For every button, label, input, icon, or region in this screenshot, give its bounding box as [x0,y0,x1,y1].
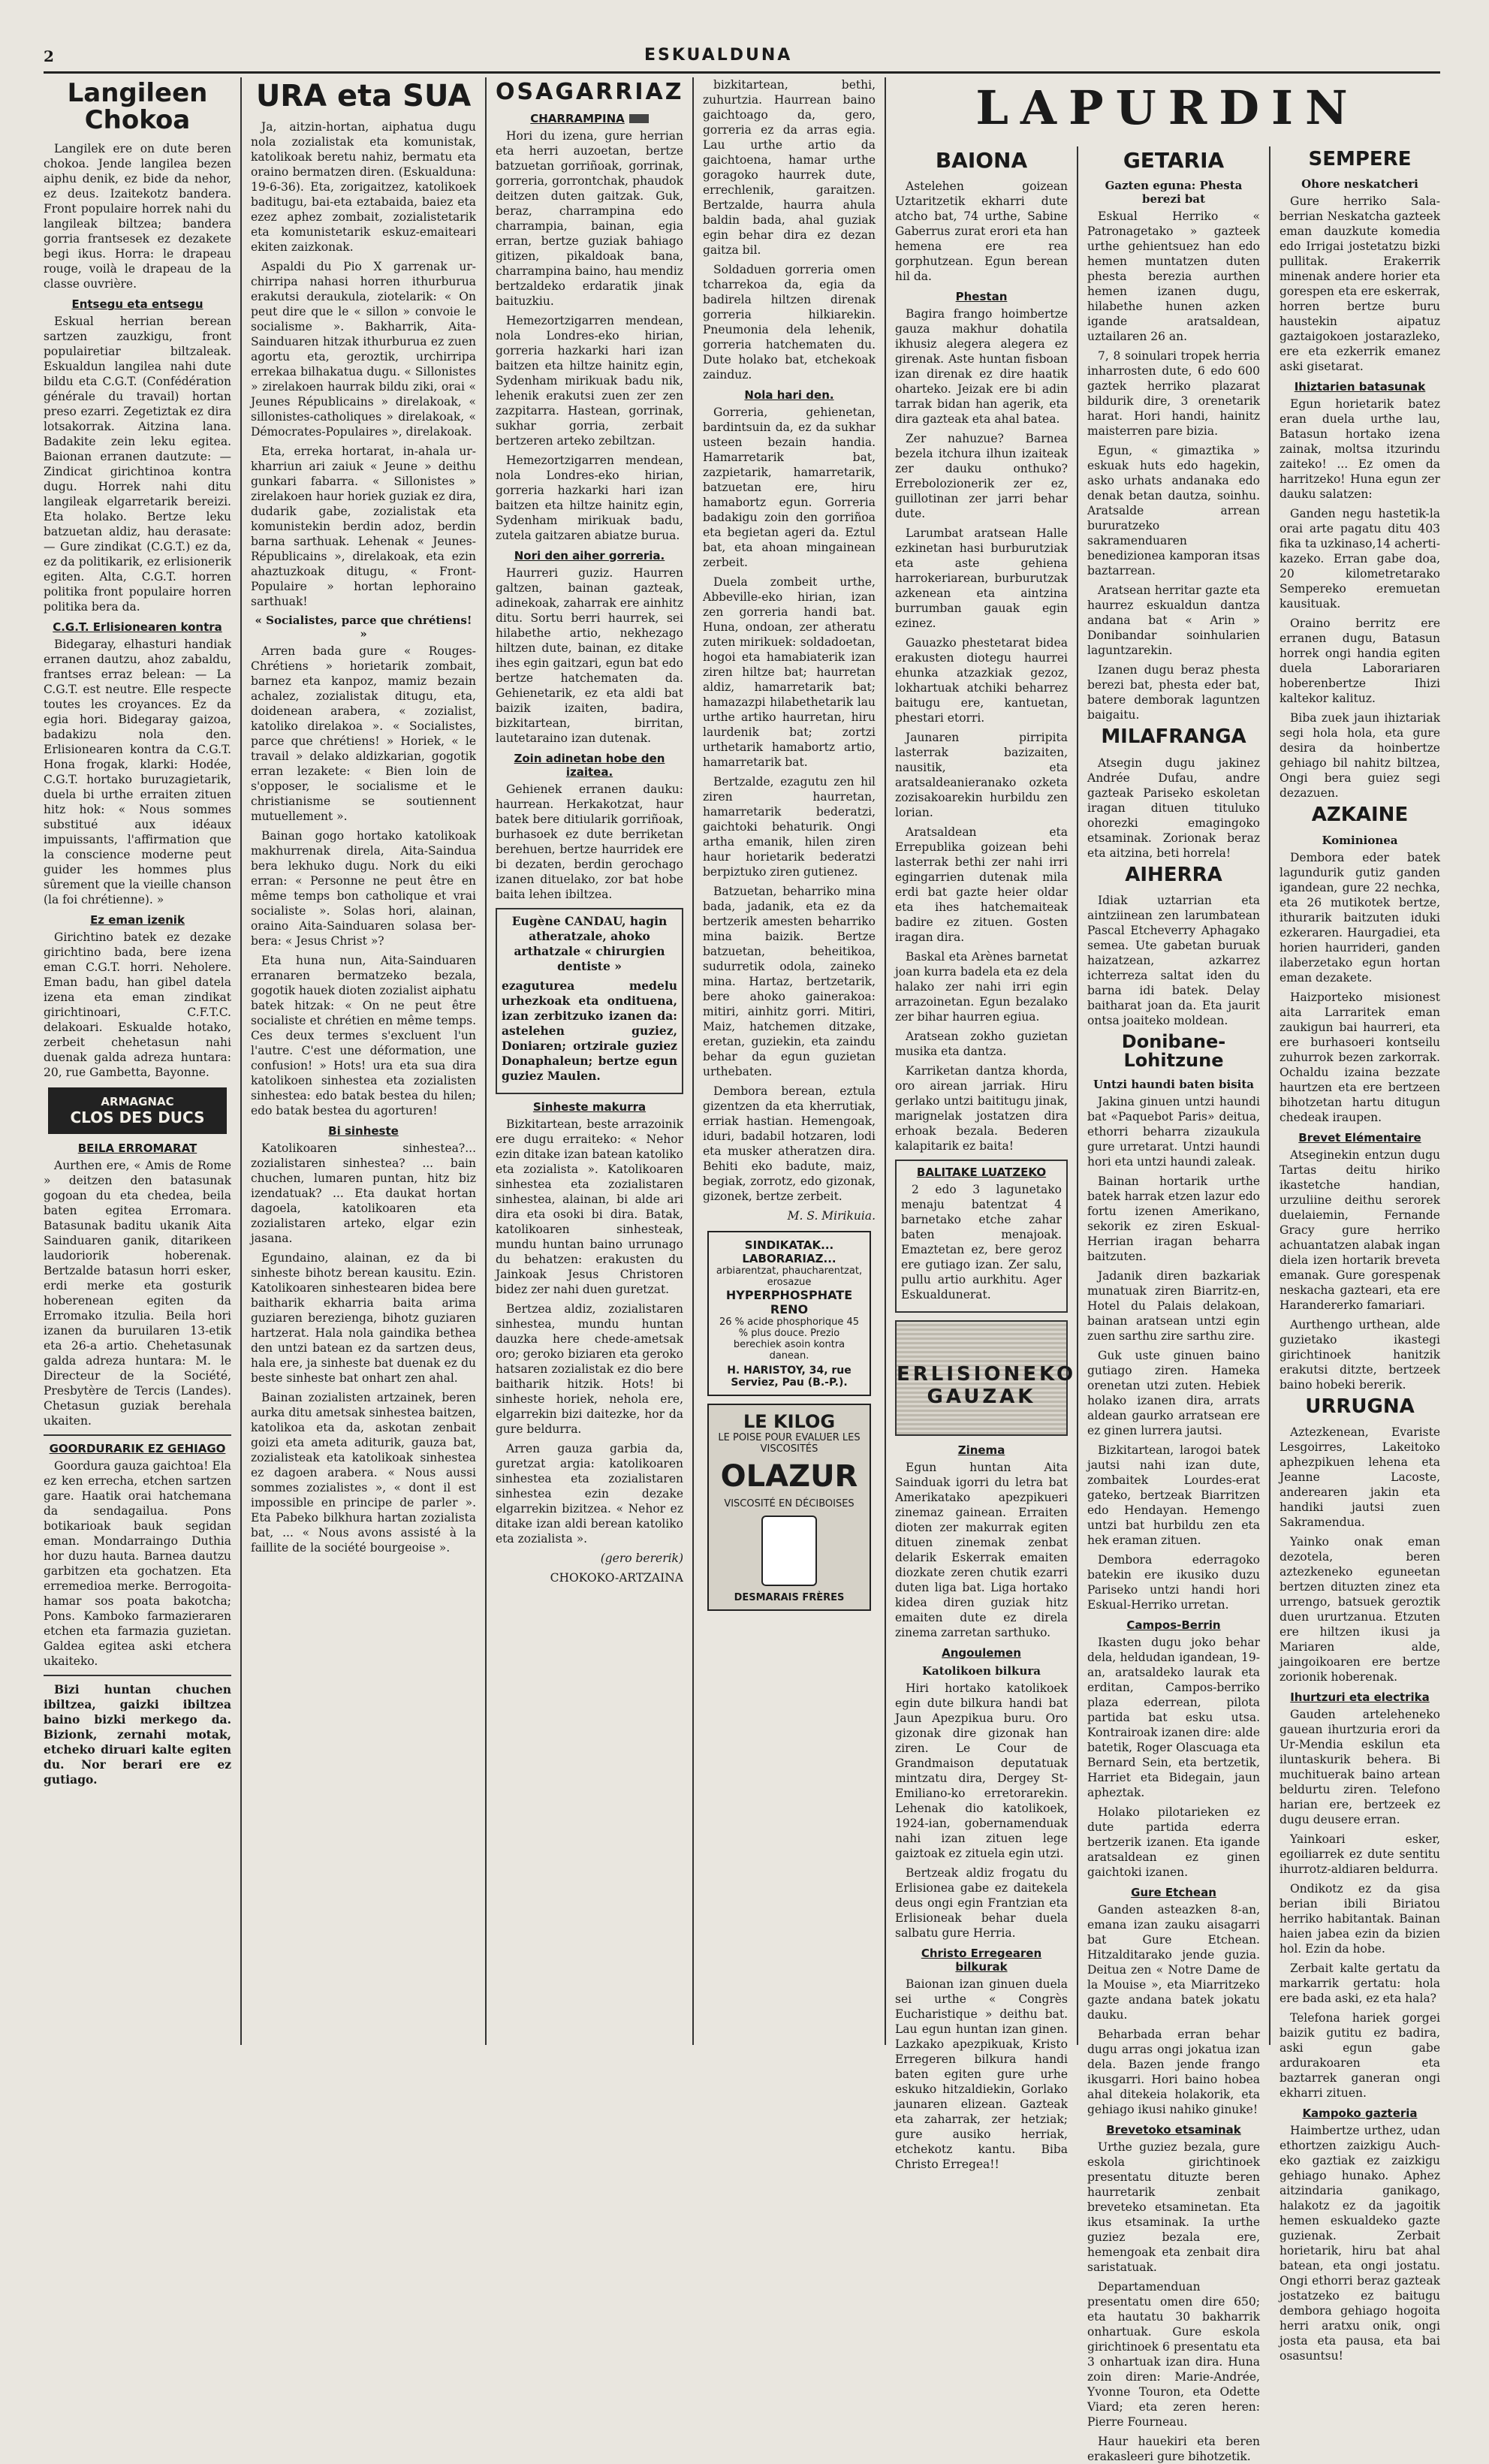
column-5 [895,146,1077,2172]
column-rule [1077,146,1078,2045]
article-text: Eta, erreka hortarat, in-ahala ur-kharriun ari zaiuk « Jeune » deithu gunkari fabarra. « Sillonistes » zirelakoen haur horiek guziak ez dira, dudarik gabe, zozialistak eta komunistekin berdin adoz, berdin barna sarthuak. Lehenak « Jeunes-Républicains », direlakoak, eta ezin ahaztuzkoak ditugu, « Front-Populaire » hortan lephoraino sarthuak! [251,445,476,608]
town-title: AZKAINE [1311,804,1409,827]
region-title: LAPURDIN [975,80,1360,135]
column-7 [1280,146,1440,2363]
section-title: Zinema [957,1443,1005,1458]
column-rule [240,77,242,2045]
article-text: Baionan izan ginuen duela sei urthe « Congrès Eucharistique » deithu bat. Lau egun huntan izan ginen. Lazkako apezpikuak, Kristo Erregeren bilkura handi baten egiten gure urhe eskuko hitzaldiekin, Gorlako jaunaren elizean. Gazteak eta zaharrak, zer hetziak; gure ausiko herriak, etchekotz kantu. Biba Christo Erregea!! [895,1977,1068,2172]
ad-seller: H. HARISTOY, 34, rue Serviez, Pau (B.-P.). [727,1365,852,1389]
ad-text: arbiarentzat, phaucharentzat, erosazue [716,1265,863,1288]
armagnac-ad [48,1087,227,1134]
article-text: Jakina ginuen untzi haundi bat «Paquebot Paris» deitua, ethorri beharra zizaukula gure urretarat. Untzi haundi hori eta untzi haundi zaleak. [1087,1095,1260,1169]
article-text: Urthe guziez bezala, gure eskola girichtinoek presentatu dituzte beren haurretarik zenbait breveteko etsaminetan. Eta ikus etsaminak. Ia urthe guziez bezala ere, hemengoak eta zenbait dira saristatuak. [1087,2140,1260,2275]
article-text: Hemezortzigarren mendean, nola Londres-eko hirian, gorreria hazkarki hari izan baitzen eta hiltze hainitz egin, Sydenham mirikuak badu nik, lehenik erakutsi zuen zer zen zazpitarra. Hastean, gorrinak, sukhar gorria, zerbait bertzeren arteko zebiltzan. [496,313,683,448]
ad-title: SINDIKATAK... LABORARIAZ... [742,1238,836,1265]
article-text: Aratsaldean eta Errepublika goizean behi lasterrak bethi zer nahi irri egingarrien dutenak mila erdi bat gazte heier oldar eta ihes hatchemaiteak badire ez zituen. Gosten iragan dira. [895,825,1068,945]
article-text: Atsegin dugu jakinez Andrée Dufau, andre gazteak Pariseko eskoletan iragan dituen tituluko ohorezki emagingoko etsaminak. Zorionak beraz eta aitzina, beti horrela! [1087,755,1260,860]
olazur-ad [707,1404,871,1611]
article-signature: M. S. Mirikuia. [787,1209,876,1223]
article-text: Bertzeak aldiz frogatu du Erlisionea gabe ez daitekela deus ongi egin Frantzian eta Erlisioneak behar duela salbatu gure Herria. [895,1866,1068,1941]
article-text: Goordura gauza gaichtoa! Ela ez ken errecha, etchen sartzen gare. Haatik orai hatchemana da sendagailua. Pons botikarioak bauk segidan eman. Mondarraingo Duthia hor duzu hauta. Barnea dautzu garbitzen eta gochatzen. Eta erremedioa merke. Berrogoita-hamar sos poata bakotcha; Pons. Kamboko farmazieraren etchen eta farmazia guzietan. Galdea egitea aski etchera ukaiteko. [44,1459,231,1669]
section-title: GOORDURARIK EZ GEHIAGO [49,1442,226,1456]
article-text: Idiak uztarrian eta aintziinean zen larumbatean Pascal Etcheverry Aphagako semea. Ute gabetan buruak haizatzean, azkarrez ichterreza saltat iden du barna idi batek. Delay baitharat joan da. Eta jaurit ontsa joaiteko moldean. [1087,893,1260,1027]
article-text: Ikasten dugu joko behar dela, heldudan igandean, 19-an, aratsaldeko laurak eta erditan, Campos-berriko plaza ederrean, pilota partida bat esku utsa. Kontrairoak izanen dire: alde batetik, Roger Olascuaga eta Bernard Sein, eta bertzetik, Harriet eta Bidegain, jaun apheztak. [1087,1636,1260,1800]
article-text: Astelehen goizean Uztaritzetik ekharri dute atcho bat, 74 urthe, Sabine Gaberrus zurat erori eta han hemena ere rea gorphutzean. Egun berean hil da. [895,179,1068,284]
article-text: Zerbait kalte gertatu da markarrik gertatu: hola ere bada aski, ez eta hala? [1280,1961,1440,2005]
article-text: Ganden negu hastetik-la orai arte pagatu ditu 403 fika ta uzkinaso,14 acherti-kazeko. Erran gabe doa, 20 kilometretarako Sempereko eremuetan kausituak. [1280,507,1440,611]
column-rule [692,77,694,2045]
article-text: Gorreria, gehienetan, bardintsuin da, ez da sukhar usteen bezain handia. Hamarretarik bat, zazpietarik, hamarretarik, batzuetan ere, hiru hamabortz egun. Gorreria badakigu zoin den gorriñoa eta begietan ageri da. Eztul bat, eta ahoan mingainean zerbeit. [703,406,876,569]
article-text: Guk uste ginuen baino gutiago ziren. Hameka orenetan utzi zuten. Hebiek holako izanen dira, arrats aldean gaurko arratsean ere ez ginen lurrera jautsi. [1087,1349,1260,1438]
article-text: Egundaino, alainan, ez da bi sinheste bihotz berean kausitu. Ezin. Katolikoaren sinhestearen bidea bere baitharik ekharria baita arima guziaren berezienga, bihotz guziaren hartzerat. Hala nola gaindika bethea den untzi batean ez da sartzen deus, hala ere, ja sinheste bat duenak ez du beste sinheste bat onhart zen ahal. [251,1251,476,1385]
section-subtitle: Gazten eguna: Phesta berezi bat [1105,179,1243,207]
town-title: GETARIA [1123,148,1225,173]
town-title: SEMPERE [1308,148,1412,170]
article-text: Bertzalde, ezagutu zen hil ziren haurretan, hamarretarik bederatzi, gaichtoki behaturik. Ongi artha emanik, hilen ziren haur horietarik bederatzi berpiztuko ziren gutienez. [703,775,876,879]
ad-name: Eugène CANDAU, hagin atheratzale, ahoko arthatzale « chirurgien dentiste » [511,913,668,973]
section-title: Nola hari den. [744,388,834,402]
ad-product-name: OLAZUR [720,1459,858,1494]
column-1 [44,77,231,2045]
article-text: Gehienek erranen dauku: haurrean. Herkakotzat, haur batek bere ditiularik gorriñoak, burhasoek ez dute berriketan berehuen, bertze haurridek ere bi dezaten, berdin gerochago izanen dituelako, zor bat hobe baita lehen ibiltzea. [496,782,683,901]
article-text: Haimbertze urthez, udan ethortzen zaizkigu Auch-eko gaztiak ez zaizkigu gehiago hunako. Aphez aitzindaria ganikago, halakotz ez da jagoitik hemen eskualdeko gazte guzienak. Zerbait horietarik, hiru bat ahal batean, eta ongi jostatu. Ongi ethorri beraz gazteak jostatzeko ez baitugu dembora gehiago hogoita herri aratxu onik, ongi josta eta pausa, eta bai osasuntsu! [1280,2123,1440,2363]
article-text: Egun horietarik batez eran duela urthe lau, Batasun hortako izena zainak, moltsa itzurindu zaiteko! ... Ez omen da harritzeko! Huna egun zer dauku salatzen: [1280,397,1440,502]
section-title: Ez eman izenik [90,913,185,927]
article-text: Eskual Herriko « Patronagetako » gazteek urthe gehientsuez han edo hemen muntatzen duten phesta berezia aurthen hemen izanen dugu, hilabethe hunen azken igande aratsaldean, uztailaren 26 an. [1087,210,1260,344]
section-title: Zoin adinetan hobe den izaitea. [514,751,665,779]
article-text: Egun huntan Aita Sainduak igorri du letra bat Amerikatako apezpikueri zinemaz gainean. Erraiten dioten zer makurrak egiten dituen zinemak zenbat delarik Eskerrak emaiten diozkate zeren chutik ezarri duten liga bat. Liga hortako kidea diren guziak hitz emaiten dute ez direla zinema zarretan sarthuko. [895,1461,1068,1640]
section-subtitle: Ohore neskatcheri [1301,177,1418,192]
article-text: Bizkitartean, larogoi batek jautsi nahi izan dute, zombaitek Lourdes-erat gateko, bertzeak Biarritzen edo Hendayan. Hemengo untzi bat hurbildu zen eta hek eraman zituen. [1087,1443,1260,1548]
article-title: Langileen Chokoa [67,78,208,135]
article-text: Biba zuek jaun ihiztariak segi hola hola, eta gure desira da hoinbertze gehiago bil nahitz biltzea, Ongi bera guiez segi dezazuen. [1280,711,1440,801]
newspaper-page [44,41,1440,2464]
article-text: Bainan gogo hortako katolikoak makhurrenak direla, Aita-Saindua bera lekhuko dugu. Nork du eiki erran: « Personne ne peut être en même temps bon catholique et vrai socialiste ». Solas hori, alainan, oraino Aita-Sainduaren solasa ber-bera: « Jesus Christ »? [251,829,476,948]
article-text: Aurthen ere, « Amis de Rome » deitzen den batasunak gogoan du eta chedea, beila baten egitea Erromara. Batasunak baditu ukanik Aita Sainduaren ganik, ditarikeen laudoriorik hoberenak. Bertzalde batasun horri esker, erdi merke eta gosturik hoberenean egiten da Erromako itzulia. Beila hori izanen da buruilaren 13-etik eta 26-a artio. Chehetasunak galda adreza huntara: M. le Directeur de la Société, Presbytère de Tercis (Landes). Chetasun guziak berehala ukaiten. [44,1159,231,1428]
article-text: Bagira frango hoimbertze gauza makhur dohatila ikhusiz alegera alegera ez girenak. Aste huntan fisboan izan direnak ez dire haatik oharteko. Jeizak ere bi adin tarrak bidan han agerik, eta dira gazteak eta ahal batea. [895,307,1068,427]
divider [44,1675,231,1676]
section-title: Ihiztarien batasunak [1294,380,1426,394]
article-text: Yainko onak eman dezotela, beren aztezkeneko eguneetan bertzen dituzten zinez eta urrengo, batsuek geroztik duen ururtzanua. Etzuten ere hiltzen ikusi ja Mariaren alde, jaingoikoaren ere bertze zorionik hoberenak. [1280,1534,1440,1684]
article-text: Aurthengo urthean, alde guzietako ikastegi girichtinoek hanitzik erakutsi ditzte, bertzeek baino hobeki bererik. [1280,1317,1440,1392]
ornament-icon [629,114,649,123]
section-title: Brevetoko etsaminak [1106,2123,1241,2137]
article-text: Soldaduen gorreria omen tcharrekoa da, egia da badirela hiltzen direnak gorreria hilkiarekin. Pneumonia dela lehenik, gorreria hatchematen du. Dute holako bat, etchekoak zainduz. [703,263,876,382]
cinema-illustration [895,1320,1077,1436]
article-text: Eskual herrian berean sartzen zauzkigu, front populairetiar biltzaleak. Eskualdun langilea nahi dute bildu eta C.G.T. (Confédération générale du travail) hortan preso ezarri. Zegetiztak ez dira lotsakorrak. Aitzina lana. Badakite zein leku egitea. Baionan erranen dautzute: — Zindicat girichtinoa kontra dugu. Horrek nahi ditu langileak elgarretarik bereizi. Eta holako. Bertze leku batzuetan aldiz, hau derasate: — Gure zindikat (C.G.T.) ez da, ez da politikarik, ez erlisionerik egiten. Alta, C.G.T. horren politika front populaire horren politika bera da. [44,315,231,614]
article-signature: (gero bererik) [600,1551,683,1565]
dentist-ad [496,908,683,1094]
article-text: Dembora berean, eztula gizentzen da eta kherrutiak, erriak hastian. Hemengoak, iduri, badabil hotzaren, lodi eta musker atheratzen dira. Behiti eko badute, maiz, begiak, zorrotz, edo gizonak, gizonek, bertze zerbeit. [703,1084,876,1203]
article-text: Gauazko phestetarat bidea erakusten diotegu haurrei ehunka atzazkiak gezoz, lokhartuak atchiki beharrez baitugu ere, kantuetan, phestari etorri. [895,636,1068,725]
article-text: Hemezortzigarren mendean, nola Londres-eko hirian, gorreria hazkarki hari izan baitzen eta hiltze hainitz egin, Sydenham mirikuak badu, zutela gaitzaren abiatze burua. [496,453,683,542]
section-title: Kampoko gazteria [1302,2106,1418,2120]
article-text: Beharbada erran behar dugu arras ongi jokatua izan dela. Bazen jende frango ikusgarri. Hori baino hobea ahal ditekeia holakorik, eta gehiago ikusi nahiko ginuke! [1087,2028,1260,2117]
footer-notice: Bizi huntan chuchen ibiltzea, gaizki ibiltzea baino bizki merkego da. Bizionk, zernahi motak, etcheko diruari kalte egiten du. Nor berari ere ez gutiago. [44,1682,231,1787]
town-title: BAIONA [935,148,1028,173]
article-text: Batzuetan, beharriko mina bada, jadanik, eta ez da bertzerik amesten beharriko mina baizik. Bertze batzuetan, beheitikoa, sudurretik odola, zaineko mina. Hartaz, bertzetarik, bere ahoko gainerakoa: mitiri, ainhitz gorri. Mitiri, Maiz, hatchemen ditzake, eretan, guziekin, eta zaindu behar da egun guzietan urthebaten. [703,885,876,1078]
column-2 [251,77,476,2045]
article-text: Langilek ere on dute beren chokoa. Jende langilea bezen aiphu denik, ez bide da nehor, ez deus. Izaitekotz bandera. Front populaire horrek nahi du langileak biltzea; bandera gorria frantsesek ez dezakete begi ikus. Horra: le drapeau rouge, voilà le drapeau de la classe ouvrière. [44,142,231,291]
article-text: Departamenduan presentatu omen dire 650; eta hautatu 30 bakharrik onhartuak. Gure eskola girichtinoek 6 presentatu eta 3 onhartuak izan dira. Huna zoin diren: Marie-Andrée, Yvonne Touron, eta Odette Viard; eta zeren heren: Pierre Fourneau. [1087,2280,1260,2429]
section-title: C.G.T. Erlisionearen kontra [53,620,222,635]
article-text: Aspaldi du Pio X garrenak ur-chirripa nahasi horren ithurburua erakutsi deraukula, ziotelarik: « On peut dire que le « sillon » convoie le socialisme ». Bakharrik, Aita-Sainduaren hitzak ithurburua ez zuen agortu eta, geroztik, urchirripa errekaa bilhakatua dugu. « Sillonistes » zirelakoen haurrak bildu ziki, orai « Jeunes Républicains » direlakoak, « sillonistes-catholiques » direlakoak, « Démocrates-Populaires », direlakoak. [251,260,476,439]
article-text: Bizkitartean, beste arrazoinik ere dugu erraiteko: « Nehor ezin ditake izan batean katoliko eta zozialista ». Katolikoaren sinhestea eta zozialistaren sinhestea, alainan, bi alde ari dira eta osoki bi dira. Batak, katolikoaren sinhesteak, mundu huntan baino urrunago du behatzen: erakusten du Jainkoak Jesus Christoren bidez zer nahi duen guretzat. [496,1117,683,1296]
article-text: Ganden asteazken 8-an, emana izan zauku aisagarri bat Gure Etchean. Hitzalditarako jende guzia. Deitua zen « Notre Dame de la Mouise », eta Miarritzeko gazte andana batek jokatu dauku. [1087,1903,1260,2022]
article-text: Haizporteko misionest aita Larraritek eman zaukigun bai haurreri, eta ere burhasoeri kontseilu zuhurrok bezen zarkorrak. Ochaldu izaina bezzate haurtzen eta ere bertzeen bihotzetan hartu ditugun chedeak iraupen. [1280,990,1440,1124]
article-text: bizkitartean, bethi, zuhurtzia. Haurrean baino gaichtoago da, gero, gorreria ez da arras egia. Lau urthe artio da gaichtoena, hamar urthe goragoko haurrek dute, errechlenik, garaitzen. Bertzalde, haurra ahula baldin bada, ahal guziak egin behar dira ez dezan gaitza bil. [703,78,876,257]
column-6 [1087,146,1260,2464]
ad-maker: DESMARAIS FRÈRES [734,1592,845,1603]
article-text: Larumbat aratsean Halle ezkinetan hasi burburutziak eta aste gehiena harrokeriarean, burburutzak azkenean eta aintzina burrumban gauak egin ezinez. [895,526,1068,631]
article-text: Dembora eder batek lagundurik gutiz ganden igandean, gure 22 nechka, eta 26 mutikotek bertze, ithurarik baitzuten iduki ezkeraren. Haurgadiei, eta horien haurrideri, ganden ilaberzetako egun hortan eman dezakete. [1280,850,1440,985]
town-title: Donibane-Lohitzune [1121,1030,1226,1072]
section-title: « Socialistes, parce que chrétiens! » [255,614,472,641]
section-title: Nori den aiher gorreria. [514,548,665,562]
article-text: Katolikoaren sinhestea?... zozialistaren sinhestea? ... bain chuchen, lumaren puntan, hitz biz izendatuak? ... Eta daukat hortan dagoela, katolikoaren eta zozialistaren arteko, elgar ezin jasana. [251,1142,476,1245]
illustration-caption: ERLISIONEKO GAUZAK [897,1363,1077,1409]
section-title: Angoulemen [942,1646,1021,1660]
article-text: Zer nahuzue? Barnea bezela itchura ilhun izaiteak zer dauku onthuko? Errebolozionerik zer ez, guillotinan zer jarri behar dute. [895,432,1068,521]
article-text: Eta huna nun, Aita-Sainduaren erranaren bermatzeko bezala, gogotik hauek dioten zozialist aiphatu batek hitzak: « On ne peut être socialiste et chrétien en même temps. Ces deux termes s'excluent l'un l'autre. C'est une déformation, une confusion! » Hots! ura eta sua dira katolikoen sinhestea eta zozialisten sinhestea: edo batak bestea du hilen; edo batak bestea du agorturen! [251,954,476,1117]
article-text: Duela zombeit urthe, Abbeville-eko hirian, izan zen gorreria handi bat. Huna, ondoan, zer atheratu zuten mirikuek: soldadoetan, hogoi eta hamabiaterik izan ziren hiltze bat; haurretan aldiz, hamarretarik bat; hamazazpi hilabethetarik lau urthe artiko haurretan, hiru laurdenik bat; zortzi urthetarik hamabortz artio, hamarretarik bat. [703,575,876,769]
article-text: Bidegaray, elhasturi handiak erranen dautzu, ahoz zabaldu, frantses erraz belean: — La C.G.T. est neutre. Elle respecte toutes les croyances. Ez da egia hori. Bidegaray gaizoa, badakizu nola den. Erlisionearen kontra da C.G.T. Hona frogak, klarki: Hodée, C.G.T. hortako buruzagietarik, duela bi urthe erraiten zituen hitz hok: « Nous sommes substitué aux idéaux impuissants, l'affirmation que la conscience moderne peut guider les hommes plus sûrement que la vieille chanson (la foi chrétienne). » [44,638,231,907]
article-text: Gure herriko Sala-berrian Neskatcha gazteek eman dauzkute komedia edo Irrigai jostetatzu bizki pullitak. Erakerrik minenak andere horier eta gorespen eta ere eskerrak, horren bertze buru haustekin aipatuz gaztaigokoen jostarazleko, ere eta ezkerrik emanez aski gisetarat. [1280,195,1440,374]
article-text: Aratsean herritar gazte eta haurrez eskualdun dantza andana bat « Arin » Donibandar soinhularien laguntzarekin. [1087,584,1260,658]
ad-line: LE POISE POUR EVALUER LES VISCOSITÉS [718,1432,861,1455]
article-title: URA eta SUA [255,79,472,113]
article-title: OSAGARRIAZ [496,79,684,105]
article-text: Bainan hortarik urthe batek harrak etzen lazur edo fortu izenen Amerikano, sekorik ez ziren Eskual-Herrian iragan beharra baitzuten. [1087,1175,1260,1264]
column-3 [496,77,683,2045]
ad-brand: LE KILOG [743,1411,836,1432]
article-text: Aztezkenean, Evariste Lesgoirres, Lakeitoko aphezpikuen lehena eta Jeanne Lacoste, anderearen jakin eta handiki jautsi zuen Sakramendua. [1280,1425,1440,1529]
article-text: Aratsean zokho guzietan musika eta dantza. [895,1030,1068,1059]
ad-text: ezaguturea medelu urhezkoak eta ondituena, izan zerbitzuko izanen da: astelehen guziez, Doniaren; ortzirale guziez Donaphaleun; bertze egun guziez Maulen. [502,978,677,1083]
box-text: 2 edo 3 lagunetako menaju batentzat 4 barnetako etche zahar baten menajoak. Emaztetan ez, bere geroz ere gutiago izan. Zer salu, pullu artio aurkhitu. Ager Eskualdunerat. [901,1183,1062,1302]
box-title: BALITAKE LUATZEKO [916,1166,1047,1180]
article-text: Gauden arteleheneko gauean ihurtzuria erori da Ur-Mendia eskilun eta iluntaskurik behera. Bi muchituerak baino artean beldurtu ziren. Telefono harian ere, bertzeek ez dugu deusere erran. [1280,1707,1440,1826]
article-text: Ja, aitzin-hortan, aiphatua dugu nola zozialistak eta komunistak, katolikoak beretu nahiz, bermatu eta oraino bermatzen diren. (Eskualduna: 19-6-36). Eta, zorigaitzez, katolikoek baditugu, bai-eta eztabaida, baiez eta ezez aphez zombait, zozialistetarik eta komunistetarik eskuz-emaiteari ekiten zaizkonak. [251,120,476,254]
ad-sub: VISCOSITÉ EN DÉCIBOISES [724,1498,855,1509]
column-4 [703,77,876,2045]
article-text: Girichtino batek ez dezake girichtino bada, bere izena eman C.G.T. horri. Neholere. Eman badu, han gibel datela izena eta eman zindikat girichtinoari, C.F.T.C. delakoari. Eskualde hotako, zerbeit chehetasun nahi duenak galda adreza huntara: 20, rue Gambetta, Bayonne. [44,930,231,1080]
article-text: Jadanik diren bazkariak munatuak ziren Biarritz-en, Hotel du Palais delakoan, bainan aratsean untzi egin zuen sarthu zire sarthu zire. [1087,1269,1260,1344]
article-text: Holako pilotarieken ez dute partida ederra bertzerik izanen. Eta igande aratsaldean ez ginen gaichtoki izanen. [1087,1805,1260,1880]
section-title: Ihurtzuri eta electrika [1290,1690,1430,1704]
paper-name: ESKUALDUNA [644,46,793,65]
article-signature: CHOKOKO-ARTZAINA [550,1570,683,1585]
section-subtitle: Untzi haundi baten bisita [1093,1078,1254,1092]
section-title: Brevet Elémentaire [1298,1130,1421,1145]
article-text: Karriketan dantza khorda, oro airean jarriak. Hiru gerlako untzi baititugu jinak, marignelak jostatzen dira erhoak bezala. Bederen kalapitarik ez baita! [895,1064,1068,1154]
divider [44,1434,231,1436]
section-title: Christo Erregearen bilkurak [921,1947,1042,1974]
article-text: Bertzea aldiz, zozialistaren sinhestea, mundu huntan dauzka here chede-ametsak oro; geroko biziaren eta geroko hatsaren zozialistak ez dio bere baitharik hitzik. Hots! bi sinheste horiek, nehola ere, elgarrekin bizi daitezke, hor da gure beldurra. [496,1301,683,1436]
oil-can-icon [761,1515,817,1586]
article-text: Bainan zozialisten artzainek, beren aurka ditu ametsak sinhestea baitzen, katolikoa eta da, askotan zenbait goizi eta ameta aditurik, gauza bat, zozialisteak eta katolikoak sinhestea ez dagoen arabera. « Nous aussi sommes zozialistes », « dont il est impossible en principe de parler ». Eta Pabeko bilkhura hartan zozialista bat, ... « Nous avons assisté à la faillite de la société bourgeoise ». [251,1391,476,1555]
article-text: Arren gauza garbia da, guretzat argia: katolikoaren sinhestea eta zozialistaren sinhestea ezin dezake elgarrekin bizitzea. « Nehor ez ditake izan aldi berean katoliko eta zozialista ». [496,1441,683,1546]
section-subtitle: Katolikoen bilkura [922,1664,1041,1678]
town-title: MILAFRANGA [1101,725,1246,749]
article-text: 7, 8 soinulari tropek herria inharrosten dute, 6 edo 600 gaztek herriko plazarat bildurik dire, 3 orenetarik harat. Hori handi, hainitz maisterren pare bizia. [1087,349,1260,439]
article-text: Dembora ederragoko batekin ere ikusiko duzu Pariseko untzi handi hori Eskual-Herriko urretan. [1087,1553,1260,1612]
town-title: URRUGNA [1305,1395,1415,1418]
article-text: Egun, « gimaztika » eskuak huts edo hagekin, asko urhats andanaka edo denak betan dautza, soinhu. Aratsalde arrean bururatzeko sakramenduaren benedizionea kamporan itsas baztarrean. [1087,444,1260,578]
section-title [496,112,683,125]
ad-line: ARMAGNAC [101,1095,174,1109]
classified-box [895,1160,1068,1313]
section-title: Entsegu eta entsegu [71,297,203,312]
ad-brand: CLOS DES DUCS [70,1108,205,1127]
article-text: Telefona hariek gorgei baizik gutitu ez badira, aski egun gabe ardurakoaren eta baztarrek ganeran ongi ekharri zituen. [1280,2010,1440,2100]
article-text: Arren bada gure « Rouges-Chrétiens » horietarik zombait, barnez eta kanpoz, mamiz bezain achalez, zozialistak ditugu, eta, doidenean arabera, « zozialist, katoliko direlakoa ». « Socialistes, parce que chrétiens! » Horiek, « le travail » delako aldizkarian, gogotik erran lezakete: « Bien loin de s'opposer, le socialisme et le christianisme se soutiennent mutuellement ». [251,644,476,823]
article-text: Atseginekin entzun dugu Tartas deitu hiriko ikastetche handian, urzuliine deithu serorek duelaiemin, Fernande Gracy gure herriko achuantatzen alabak ingan diela izen hortarik breveta emanak. Gure gorespenak neskacha gazteari, eta ere Harandererko famariari. [1280,1148,1440,1312]
article-text: Haurreri guziz. Haurren galtzen, bainan gazteak, adinekoak, zaharrak ere ainhitz ditu. Sortu berri haurrek, sei hilabethe artio, nekhezago hiltzen dute, bainan, ez ditake ihes egin gaitzari, egun bat edo bertze hatchematen da. Gehienetarik, ez eta aldi bat baizik izaiten, badira, bizkitartean, birritan, lautetaraino izan dutenak. [496,565,683,745]
article-text: Yainkoari esker, egoiliarrek ez dute sentitu ihurrotz-aldiaren beldurra. [1280,1832,1440,1876]
section-title: Campos-Berrin [1126,1618,1221,1633]
section-subtitle: Kominionea [1322,833,1398,847]
section-title: BEILA ERROMARAT [77,1142,197,1156]
fertilizer-ad [707,1231,871,1396]
section-title-text: CHARRAMPINA [530,111,625,125]
article-text: Baskal eta Arènes barnetat joan kurra badela eta ez dela halako zer nahi irri egin arrazoinetan. Egun bezalako zer bihar haurren egiua. [895,950,1068,1024]
page-number: 2 [44,47,54,65]
article-text: Haur hauekiri eta beren erakasleeri gure bihotzetik. [1087,2435,1260,2464]
article-text: Hiri hortako katolikoek egin dute bilkura handi bat Jaun Apezpikua buru. Oro gizonak dire gizonak han ziren. Le Cour de Grandmaison deputatuak mintzatu dira, Dergey St-Emiliano-ko erretorarekin. Lehenak dio katolikoek, 1924-ian, gobernamenduak nahi izan zituen lege gaiztoak ez zituela egin utzi. [895,1681,1068,1861]
article-text: Ondikotz ez da gisa berian ibili Biriatou herriko habitantak. Bainan haien jabea ezin da bizien hol. Ezin da hobe. [1280,1881,1440,1956]
town-title: AIHERRA [1125,863,1222,886]
ad-spec: 26 % acide phosphorique 45 % plus douce. Prezio berechiek asoin kontra danean. [719,1316,860,1362]
section-title: Bi sinheste [328,1124,399,1138]
column-rule [1269,146,1270,2045]
section-title: Sinheste makurra [532,1099,647,1114]
section-title: Phestan [955,290,1008,304]
section-title: Gure Etchean [1131,1886,1216,1900]
article-text: Hori du izena, gure herrian eta herri auzoetan, bertze batzuetan gorriñoak, gorrinak, gorreria, gorrontchak, phaudok deitzen duten gaitzak. Guk, beraz, charrampina edo charrampia, bainan, egia erran, bertze guziak bahiago gitizen, pikaldoak bana, charrampina baino, hau mendiz bertzaldeko erdaratik jinak baituzkiu. [496,128,684,308]
article-text: Oraino berritz ere erranen dugu, Batasun horrek ongi handia egiten duela Laborariaren hoberenbertze Ihizi kaltekor kalituz. [1280,617,1440,706]
article-text: Izanen dugu beraz phesta berezi bat, phesta eder bat, batere demborak laguntzen baigaitu. [1087,663,1260,722]
column-rule [885,77,886,2045]
column-rule [485,77,487,2045]
masthead [44,41,1440,74]
article-text: Jaunaren pirripita lasterrak bazizaiten, nausitik, eta aratsaldeanieranako ozketa zozisakoarekin hurbildu zen lorian. [895,731,1068,820]
ad-product: HYPERPHOSPHATE RENO [725,1288,853,1316]
